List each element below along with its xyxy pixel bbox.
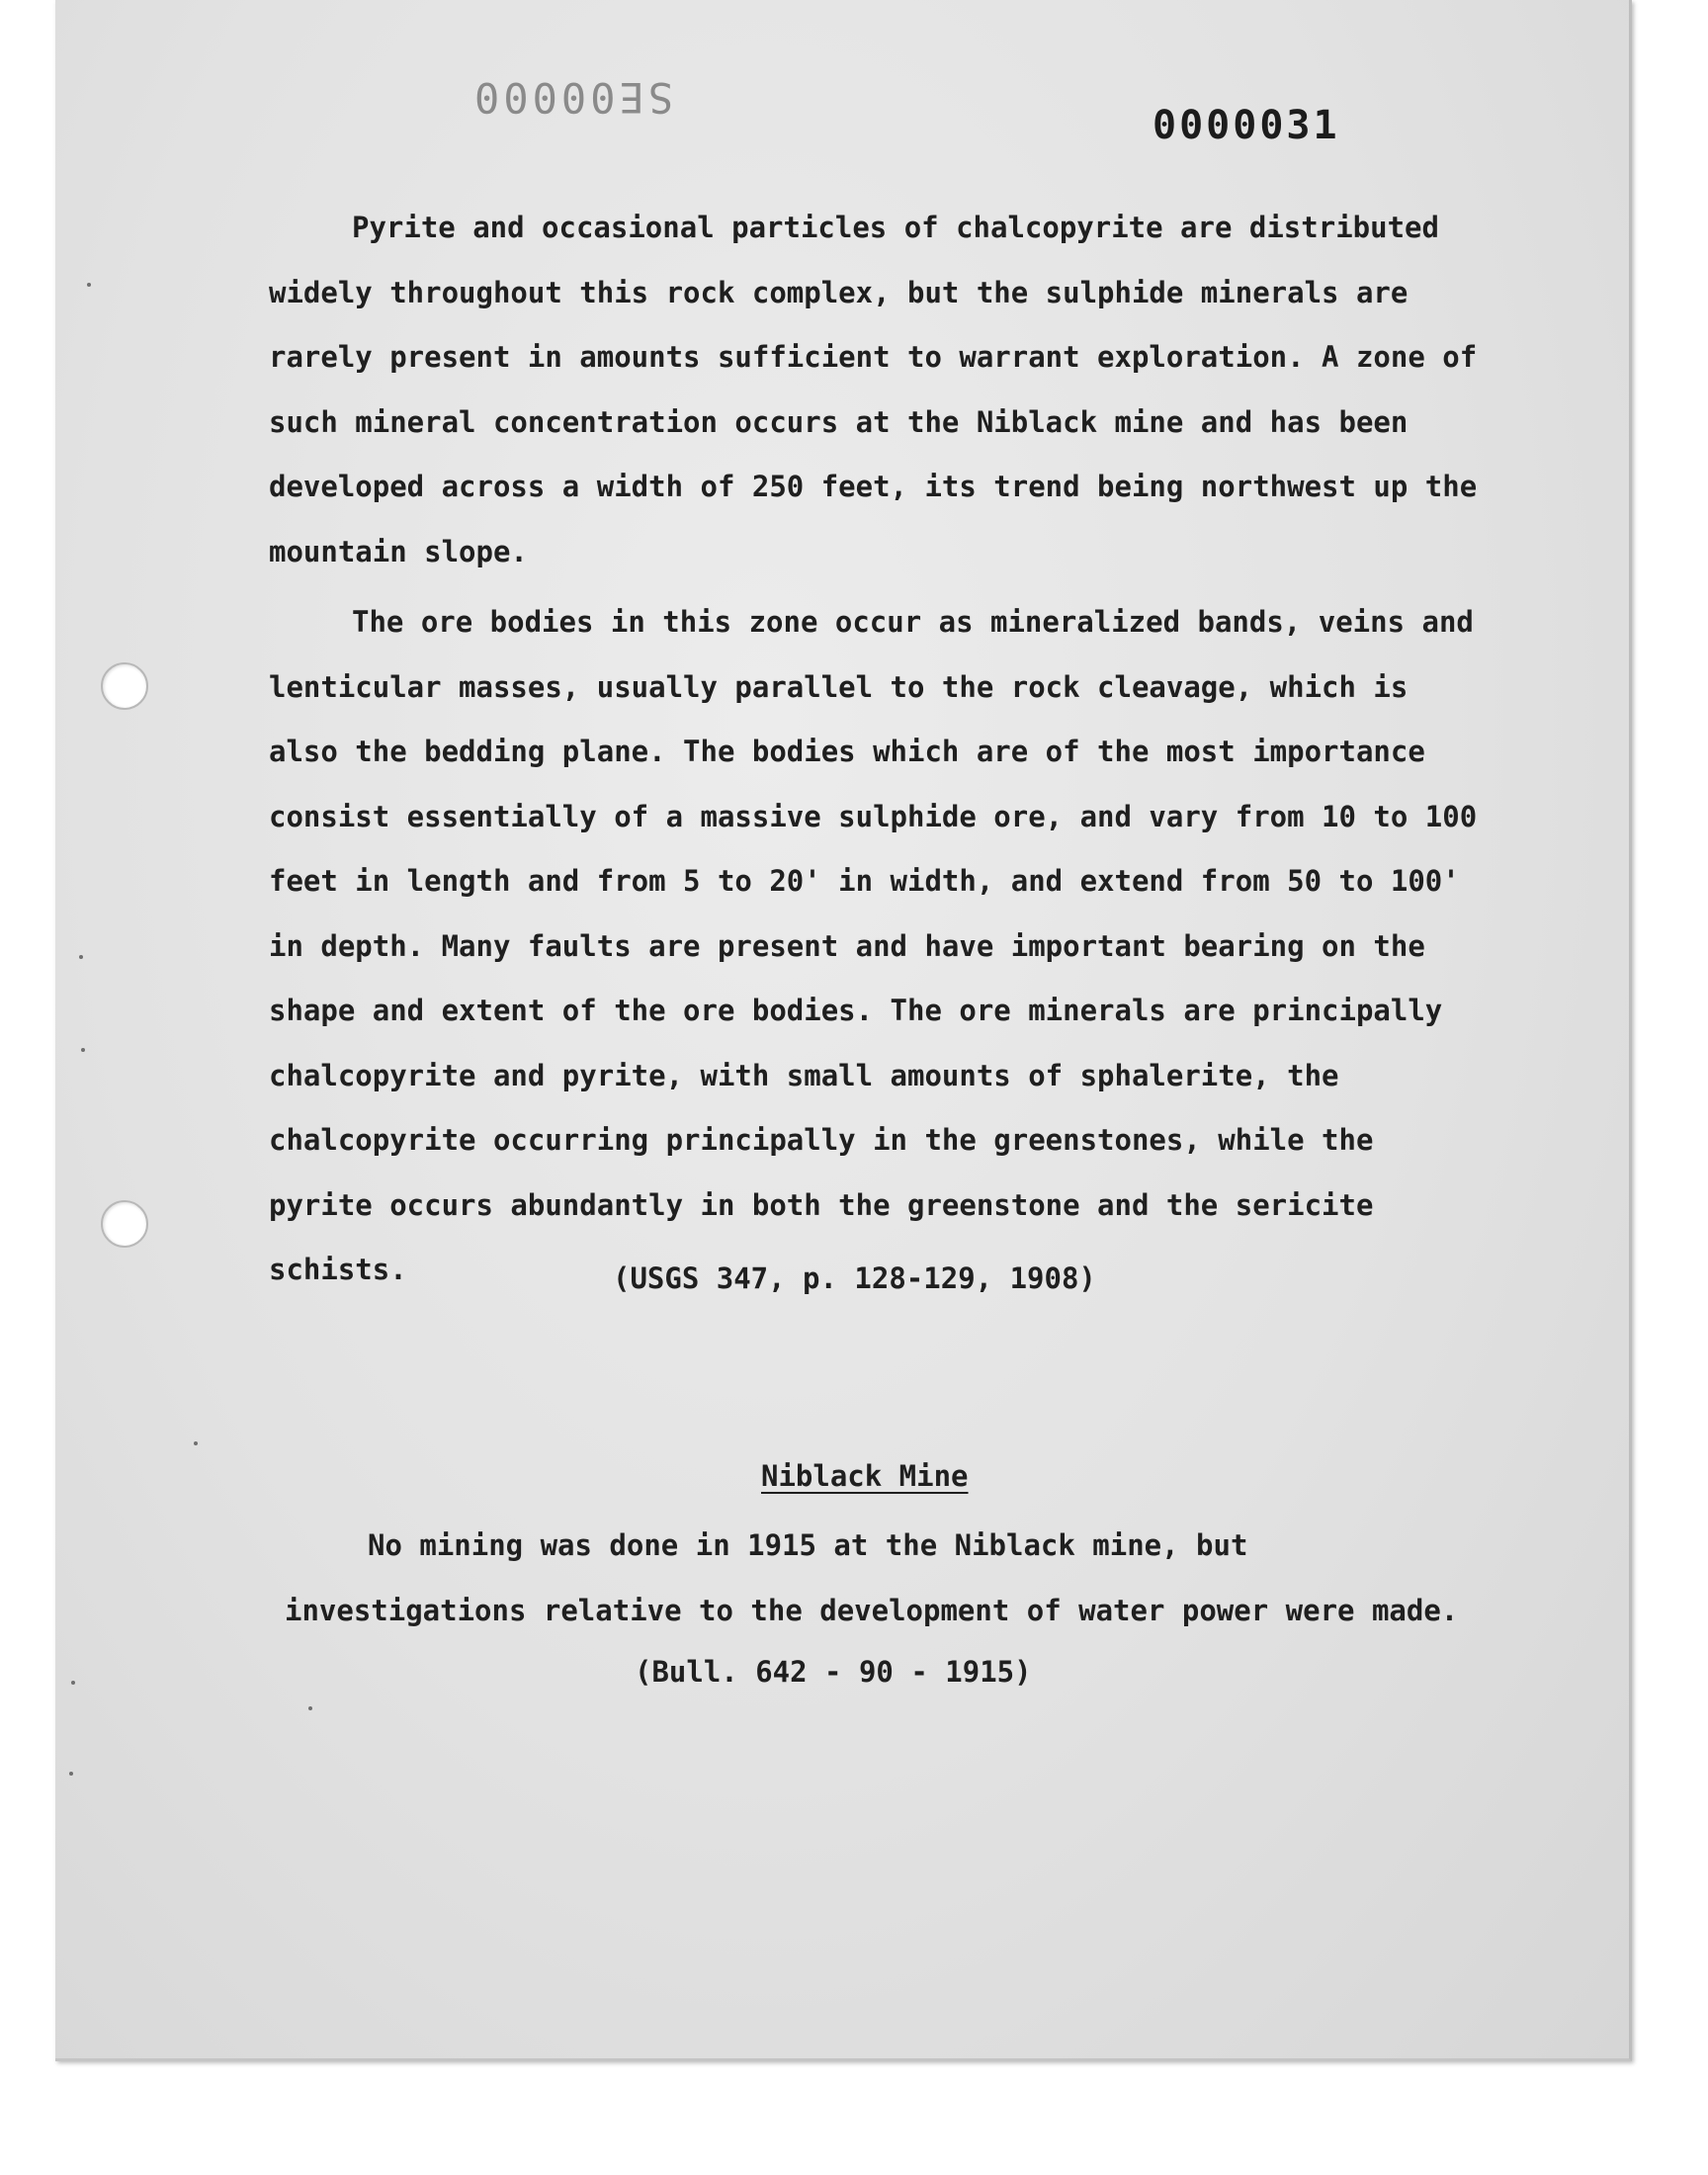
section-heading-niblack-mine: Niblack Mine [761,1459,969,1493]
paragraph-text: Pyrite and occasional particles of chalcopyrite are distributed widely throughout this rock complex, but the sulphide minerals are rarely present in amounts sufficient to warrant exploration. A zone of such mineral concentration occurs at the Niblack mine and has been developed across a width of 250 feet, its trend being northwest up the mountain slope. [269,211,1478,568]
scan-speck [79,955,83,959]
scan-speck [194,1441,198,1445]
paragraph-pyrite-distribution [269,196,1485,584]
scan-speck [87,283,91,287]
punch-hole-icon [101,1200,148,1248]
document-number: 0000031 [1153,103,1340,148]
paragraph-1915-mining [285,1514,1471,1643]
scan-speck [69,1772,73,1776]
scan-speck [71,1681,75,1685]
citation-usgs: (USGS 347, p. 128-129, 1908) [613,1262,1096,1295]
citation-bulletin: (Bull. 642 - 90 - 1915) [635,1655,1032,1689]
faint-stamp-number: SE00000 [470,73,674,122]
punch-hole-icon [101,662,148,710]
paragraph-text: The ore bodies in this zone occur as mineralized bands, veins and lenticular masses, usually parallel to the rock cleavage, which is also the bedding plane. The bodies which are of the most importance consist essentially of a massive sulphide ore, and vary from 10 to 100 feet in length and from 5 to 20' in width, and extend from 50 to 100' in depth. Many faults are present and have important bearing on the shape and extent of the ore bodies. The ore minerals are principally chalcopyrite and pyrite, with small amounts of sphalerite, the chalcopyrite occurring principally in the greenstones, while the pyrite occurs abundantly in both the greenstone and the sericite schists. [269,605,1478,1286]
scan-speck [308,1706,312,1710]
scan-speck [81,1048,85,1052]
paragraph-ore-bodies [269,590,1485,1303]
paragraph-text: No mining was done in 1915 at the Niblack mine, but investigations relative to the development of water power were made. [285,1528,1459,1627]
